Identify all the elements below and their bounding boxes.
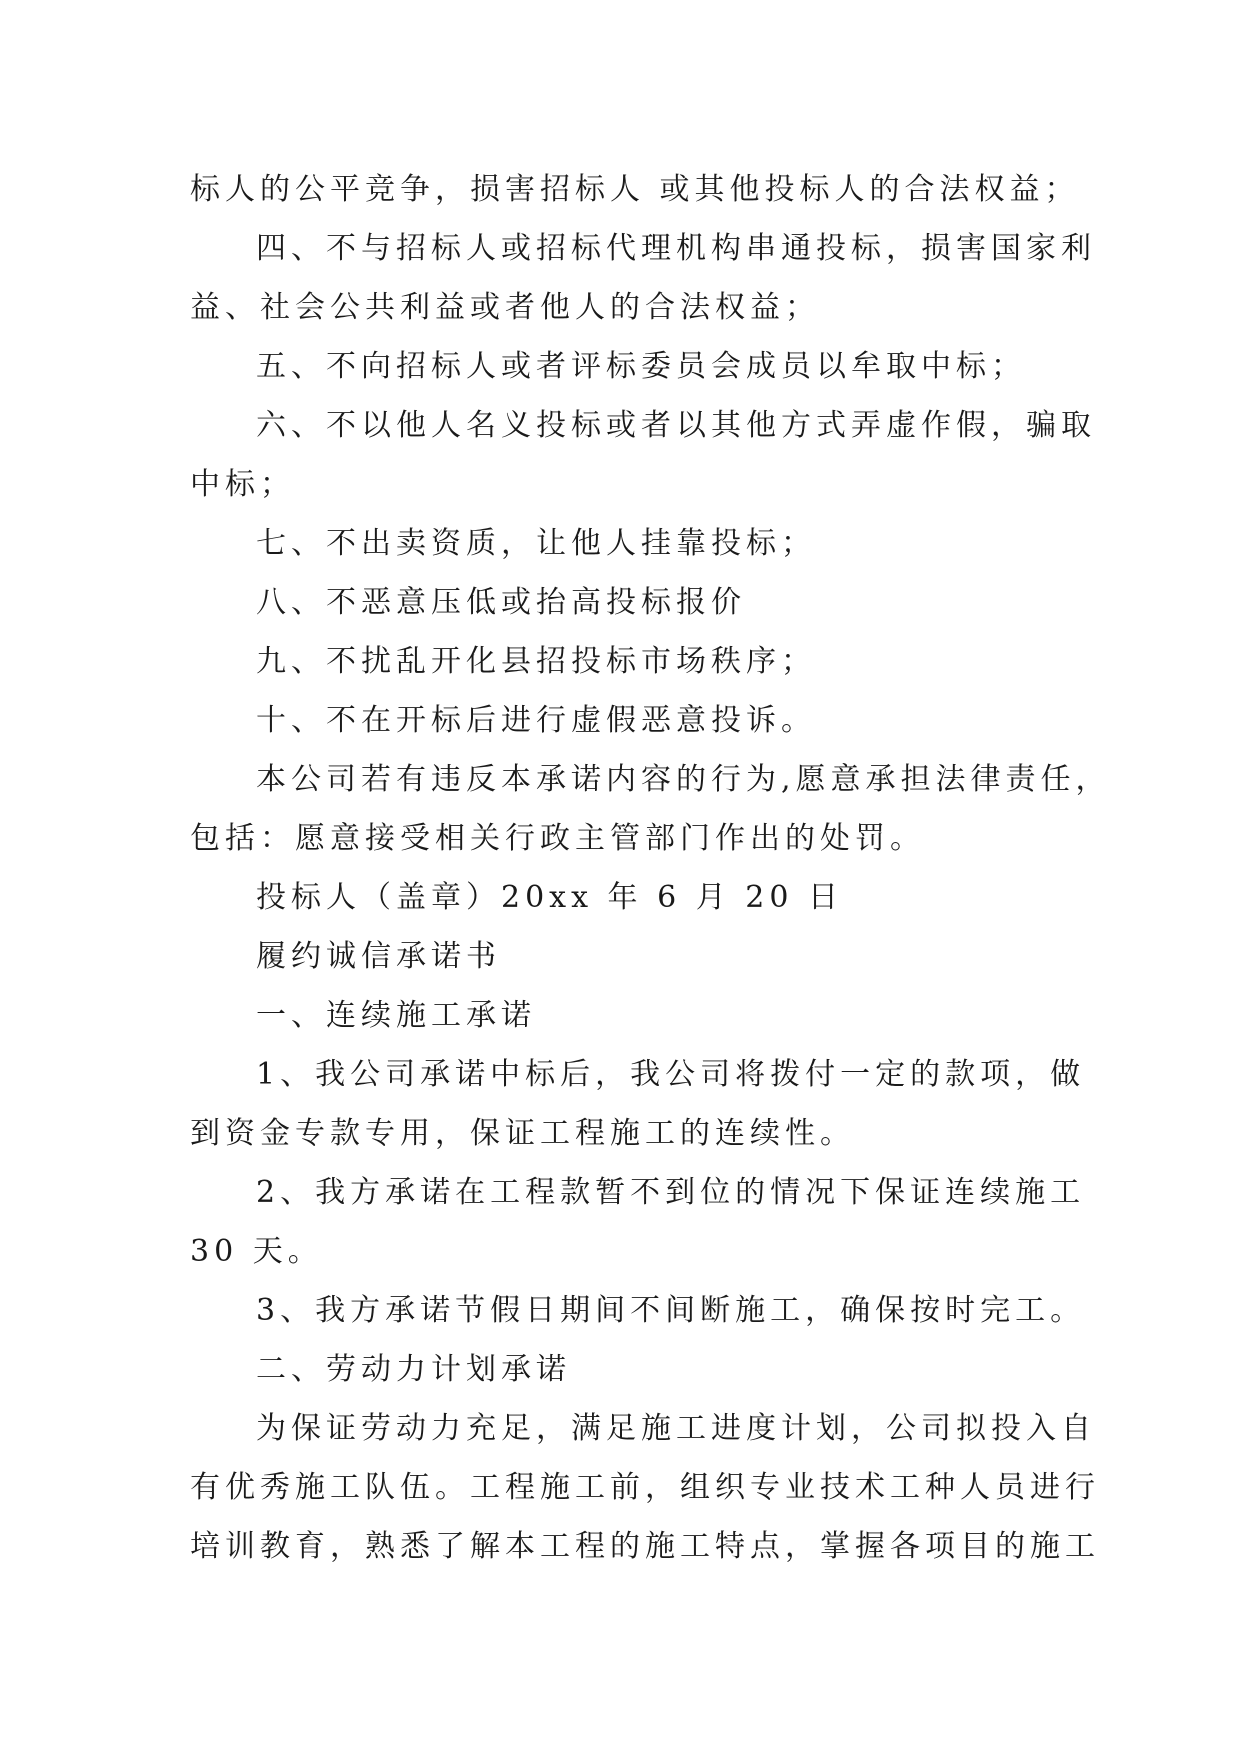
text-line: 本公司若有违反本承诺内容的行为,愿意承担法律责任， bbox=[256, 762, 1111, 797]
text-line: 六、不以他人名义投标或者以其他方式弄虚作假，骗取 bbox=[256, 408, 1096, 443]
signature-line: 投标人（盖章）20xx 年 6 月 20 日 bbox=[256, 880, 843, 915]
text-line: 30 天。 bbox=[190, 1234, 323, 1269]
text-line: 九、不扰乱开化县招投标市场秩序； bbox=[256, 644, 816, 679]
text-line: 2、我方承诺在工程款暂不到位的情况下保证连续施工 bbox=[256, 1175, 1086, 1210]
text-line: 益、社会公共利益或者他人的合法权益； bbox=[190, 290, 820, 325]
text-line: 1、我公司承诺中标后，我公司将拨付一定的款项，做 bbox=[256, 1057, 1086, 1092]
text-line: 培训教育，熟悉了解本工程的施工特点，掌握各项目的施工 bbox=[190, 1529, 1100, 1564]
section-heading: 一、连续施工承诺 bbox=[256, 998, 536, 1033]
text-line: 七、不出卖资质，让他人挂靠投标； bbox=[256, 526, 816, 561]
text-line: 四、不与招标人或招标代理机构串通投标，损害国家利 bbox=[256, 231, 1096, 266]
section-heading: 二、劳动力计划承诺 bbox=[256, 1352, 571, 1387]
text-line: 标人的公平竞争，损害招标人 或其他投标人的合法权益； bbox=[190, 172, 1080, 207]
document-body bbox=[190, 160, 1111, 1576]
text-line: 有优秀施工队伍。工程施工前，组织专业技术工种人员进行 bbox=[190, 1470, 1100, 1505]
text-line: 包括：愿意接受相关行政主管部门作出的处罚。 bbox=[190, 821, 925, 856]
text-line: 到资金专款专用，保证工程施工的连续性。 bbox=[190, 1116, 855, 1151]
text-line: 为保证劳动力充足，满足施工进度计划，公司拟投入自 bbox=[256, 1411, 1096, 1446]
text-line: 中标； bbox=[190, 467, 295, 502]
text-line: 五、不向招标人或者评标委员会成员以牟取中标； bbox=[256, 349, 1026, 384]
text-line: 八、不恶意压低或抬高投标报价 bbox=[256, 585, 746, 620]
text-line: 3、我方承诺节假日期间不间断施工，确保按时完工。 bbox=[256, 1293, 1086, 1328]
text-line: 十、不在开标后进行虚假恶意投诉。 bbox=[256, 703, 816, 738]
section-title: 履约诚信承诺书 bbox=[256, 939, 501, 974]
